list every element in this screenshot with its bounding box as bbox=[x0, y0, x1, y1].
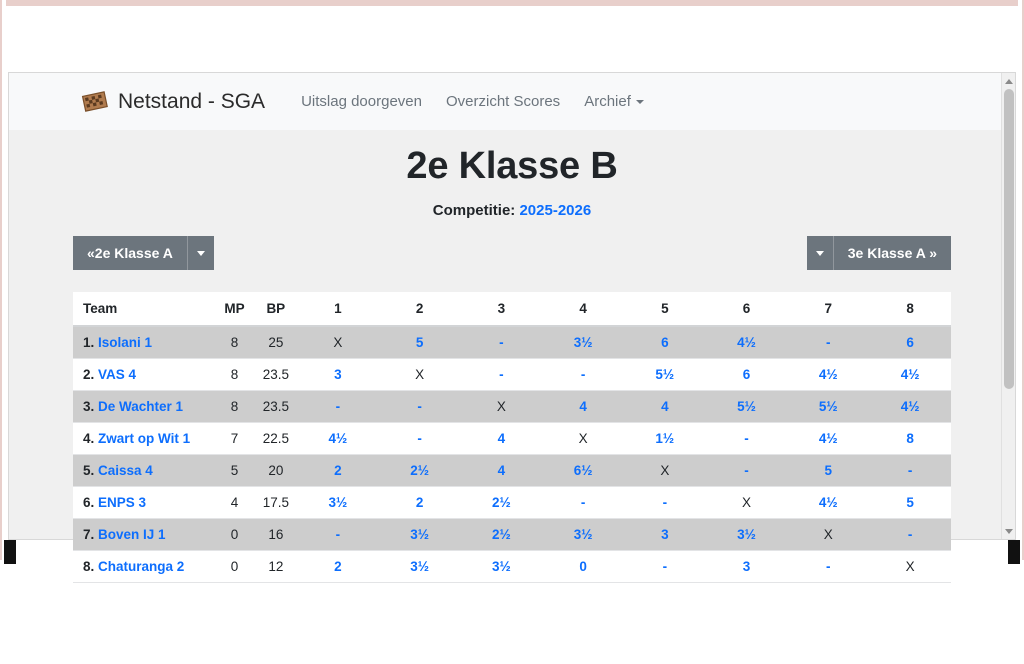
cell-score: X bbox=[624, 455, 706, 487]
nav-link-archief[interactable]: Archief bbox=[584, 93, 644, 110]
cell-mp: 5 bbox=[214, 455, 254, 487]
cell-score: X bbox=[460, 391, 542, 423]
table-row bbox=[73, 326, 951, 359]
cell-score[interactable] bbox=[542, 326, 624, 359]
table-row bbox=[73, 455, 951, 487]
vertical-scrollbar[interactable] bbox=[1001, 73, 1015, 539]
cell-bp: 25 bbox=[255, 326, 297, 359]
score-link[interactable]: 2½ bbox=[491, 527, 511, 542]
cell-bp: 17.5 bbox=[255, 487, 297, 519]
team-rank: 4. bbox=[83, 431, 99, 446]
cell-score[interactable] bbox=[706, 519, 788, 551]
navbar bbox=[9, 73, 1015, 131]
table-body bbox=[73, 326, 951, 583]
cell-score: X bbox=[297, 326, 379, 359]
team-rank: 1. bbox=[83, 335, 99, 350]
chevron-down-icon bbox=[816, 251, 824, 256]
table-header-row bbox=[73, 292, 951, 326]
cell-bp: 20 bbox=[255, 455, 297, 487]
score-link[interactable]: 3½ bbox=[410, 559, 429, 574]
score-link[interactable]: 4½ bbox=[818, 431, 838, 446]
cell-score: X bbox=[706, 487, 788, 519]
cell-score: X bbox=[542, 423, 624, 455]
col-header-5: 5 bbox=[624, 292, 706, 326]
score-link[interactable]: - bbox=[907, 527, 913, 542]
cell-score[interactable] bbox=[542, 487, 624, 519]
cell-mp: 8 bbox=[214, 326, 254, 359]
cell-score[interactable] bbox=[379, 519, 461, 551]
page-content bbox=[9, 145, 1015, 574]
score-link[interactable]: 4½ bbox=[818, 495, 838, 510]
cell-score[interactable] bbox=[869, 487, 951, 519]
col-header-7: 7 bbox=[787, 292, 869, 326]
col-header-1: 1 bbox=[297, 292, 379, 326]
cell-score: X bbox=[869, 551, 951, 583]
prev-class-group[interactable] bbox=[73, 236, 214, 270]
cell-score[interactable] bbox=[542, 359, 624, 391]
cell-score[interactable] bbox=[460, 326, 542, 359]
cell-score[interactable] bbox=[542, 551, 624, 583]
cell-score[interactable] bbox=[379, 326, 461, 359]
col-header-2: 2 bbox=[379, 292, 461, 326]
cell-score[interactable] bbox=[460, 487, 542, 519]
chevron-down-icon bbox=[197, 251, 205, 256]
scroll-up-arrow-icon[interactable] bbox=[1002, 74, 1016, 88]
cell-score[interactable] bbox=[379, 551, 461, 583]
cell-score[interactable] bbox=[869, 519, 951, 551]
cell-score: X bbox=[379, 359, 461, 391]
score-link[interactable]: 5 bbox=[415, 335, 424, 350]
cell-score[interactable] bbox=[297, 487, 379, 519]
scroll-down-arrow-icon[interactable] bbox=[1002, 524, 1016, 538]
score-link[interactable]: 2 bbox=[334, 559, 342, 574]
table-row bbox=[73, 551, 951, 583]
score-link[interactable]: 5 bbox=[824, 463, 833, 478]
cell-team bbox=[73, 551, 214, 583]
cell-score[interactable] bbox=[787, 359, 869, 391]
score-link[interactable]: 3½ bbox=[491, 559, 511, 574]
brand-label: Netstand - SGA bbox=[118, 89, 266, 113]
cell-score[interactable] bbox=[706, 423, 788, 455]
window-top-border bbox=[0, 0, 1024, 6]
cell-mp: 0 bbox=[214, 519, 254, 551]
cell-score[interactable] bbox=[297, 423, 379, 455]
cell-score[interactable] bbox=[297, 551, 379, 583]
score-link[interactable]: - bbox=[662, 495, 668, 510]
class-navigation bbox=[9, 236, 1015, 270]
next-class-dropdown-toggle[interactable] bbox=[807, 236, 834, 270]
col-header-bp: BP bbox=[255, 292, 297, 326]
cell-team bbox=[73, 359, 214, 391]
team-link[interactable]: De Wachter 1 bbox=[98, 399, 184, 414]
col-header-3: 3 bbox=[460, 292, 542, 326]
team-rank: 8. bbox=[83, 559, 99, 574]
team-link[interactable]: ENPS 3 bbox=[98, 495, 147, 510]
nav-link-uitslag-doorgeven[interactable]: Uitslag doorgeven bbox=[301, 93, 422, 110]
cell-score[interactable] bbox=[542, 391, 624, 423]
cell-score[interactable] bbox=[624, 487, 706, 519]
cell-score[interactable] bbox=[787, 423, 869, 455]
team-rank: 2. bbox=[83, 367, 99, 382]
competition-label: Competitie: bbox=[432, 202, 516, 219]
score-link[interactable]: - bbox=[335, 527, 341, 542]
cell-score[interactable] bbox=[379, 423, 461, 455]
cell-score[interactable] bbox=[379, 487, 461, 519]
cell-team bbox=[73, 455, 214, 487]
score-link[interactable]: 2½ bbox=[410, 463, 429, 478]
score-link[interactable]: 2 bbox=[415, 495, 424, 510]
score-link[interactable]: - bbox=[907, 463, 913, 478]
table-row bbox=[73, 519, 951, 551]
score-link[interactable]: 6 bbox=[661, 335, 669, 350]
score-link[interactable]: 4½ bbox=[900, 399, 920, 414]
col-header-4: 4 bbox=[542, 292, 624, 326]
cell-score[interactable] bbox=[624, 519, 706, 551]
cell-bp: 23.5 bbox=[255, 391, 297, 423]
competition-line bbox=[9, 202, 1015, 219]
cell-score[interactable] bbox=[624, 423, 706, 455]
cell-score[interactable] bbox=[624, 326, 706, 359]
score-link[interactable]: 4 bbox=[497, 431, 506, 446]
score-link[interactable]: 3½ bbox=[410, 527, 429, 542]
cell-score[interactable] bbox=[624, 359, 706, 391]
score-link[interactable]: 3½ bbox=[737, 527, 756, 542]
score-link[interactable]: 2½ bbox=[491, 495, 511, 510]
col-header-team: Team bbox=[73, 292, 214, 326]
score-link[interactable]: 3 bbox=[661, 527, 669, 542]
cell-bp: 12 bbox=[255, 551, 297, 583]
cell-score[interactable] bbox=[460, 551, 542, 583]
cell-score[interactable] bbox=[706, 391, 788, 423]
browser-viewport bbox=[8, 72, 1016, 574]
cell-score[interactable] bbox=[869, 391, 951, 423]
prev-class-dropdown-toggle[interactable] bbox=[187, 236, 214, 270]
score-link[interactable]: - bbox=[417, 431, 422, 446]
cell-score[interactable] bbox=[297, 455, 379, 487]
cell-score[interactable] bbox=[706, 326, 788, 359]
cell-score[interactable] bbox=[460, 519, 542, 551]
team-link[interactable]: VAS 4 bbox=[98, 367, 137, 382]
score-link[interactable]: 2 bbox=[334, 463, 342, 478]
score-link[interactable]: 3 bbox=[334, 367, 342, 382]
cell-team bbox=[73, 519, 214, 551]
table-row bbox=[73, 423, 951, 455]
score-link[interactable]: 4½ bbox=[737, 335, 756, 350]
cell-score[interactable] bbox=[297, 519, 379, 551]
team-link[interactable]: Zwart op Wit 1 bbox=[98, 431, 191, 446]
cell-score[interactable] bbox=[869, 455, 951, 487]
score-link[interactable]: 5½ bbox=[655, 367, 675, 382]
score-link[interactable]: - bbox=[744, 463, 749, 478]
score-link[interactable]: - bbox=[826, 335, 831, 350]
score-link[interactable]: 4 bbox=[579, 399, 587, 414]
score-link[interactable]: 3 bbox=[742, 559, 751, 574]
cell-score[interactable] bbox=[297, 391, 379, 423]
score-link[interactable]: 4½ bbox=[328, 431, 348, 446]
scrollbar-thumb[interactable] bbox=[1004, 89, 1014, 389]
cell-score[interactable] bbox=[787, 551, 869, 583]
cell-bp: 23.5 bbox=[255, 359, 297, 391]
score-link[interactable]: 3½ bbox=[573, 527, 593, 542]
col-header-8: 8 bbox=[869, 292, 951, 326]
team-rank: 7. bbox=[83, 527, 99, 542]
table-row bbox=[73, 391, 951, 423]
cell-score[interactable] bbox=[624, 551, 706, 583]
cell-score[interactable] bbox=[379, 455, 461, 487]
cell-team bbox=[73, 487, 214, 519]
table-row bbox=[73, 487, 951, 519]
score-link[interactable]: 4 bbox=[661, 399, 669, 414]
cell-score[interactable] bbox=[379, 391, 461, 423]
table-head bbox=[73, 292, 951, 326]
cell-bp: 16 bbox=[255, 519, 297, 551]
cell-score[interactable] bbox=[869, 423, 951, 455]
cell-score: X bbox=[787, 519, 869, 551]
score-link[interactable]: - bbox=[580, 367, 586, 382]
score-link[interactable]: 6 bbox=[906, 335, 914, 350]
cell-score[interactable] bbox=[706, 359, 788, 391]
cell-bp: 22.5 bbox=[255, 423, 297, 455]
cell-mp: 4 bbox=[214, 487, 254, 519]
score-link[interactable]: 6½ bbox=[573, 463, 593, 478]
team-rank: 3. bbox=[83, 399, 99, 414]
score-link[interactable]: - bbox=[580, 495, 586, 510]
table-row bbox=[73, 359, 951, 391]
team-rank: 6. bbox=[83, 495, 99, 510]
score-link[interactable]: 6 bbox=[742, 367, 751, 382]
cell-score[interactable] bbox=[542, 519, 624, 551]
score-link[interactable]: 4½ bbox=[900, 367, 920, 382]
chessboard-icon bbox=[81, 91, 109, 113]
prev-class-button[interactable]: «2e Klasse A bbox=[73, 236, 187, 270]
score-link[interactable]: - bbox=[499, 335, 504, 350]
score-link[interactable]: 5½ bbox=[737, 399, 756, 414]
brand[interactable] bbox=[81, 90, 265, 114]
score-link[interactable]: 0 bbox=[579, 559, 587, 574]
score-link[interactable]: - bbox=[744, 431, 749, 446]
score-link[interactable]: - bbox=[826, 559, 831, 574]
score-link[interactable]: 5½ bbox=[818, 399, 838, 414]
cell-score[interactable] bbox=[297, 359, 379, 391]
score-link[interactable]: 1½ bbox=[655, 431, 675, 446]
competition-season-link[interactable]: 2025-2026 bbox=[519, 202, 592, 219]
window-right-border bbox=[1018, 0, 1024, 560]
score-link[interactable]: - bbox=[335, 399, 341, 414]
cell-score[interactable] bbox=[624, 391, 706, 423]
score-link[interactable]: 4 bbox=[497, 463, 506, 478]
score-link[interactable]: 3½ bbox=[573, 335, 593, 350]
score-link[interactable]: 5 bbox=[906, 495, 914, 510]
nav-link-overzicht-scores[interactable]: Overzicht Scores bbox=[445, 93, 561, 110]
score-link[interactable]: 3½ bbox=[328, 495, 348, 510]
team-link[interactable]: Isolani 1 bbox=[98, 335, 153, 350]
next-class-button[interactable]: 3e Klasse A » bbox=[834, 236, 951, 270]
team-rank: 5. bbox=[83, 463, 99, 478]
cell-score[interactable] bbox=[542, 455, 624, 487]
score-link[interactable]: 4½ bbox=[818, 367, 838, 382]
cell-mp: 8 bbox=[214, 391, 254, 423]
score-link[interactable]: - bbox=[499, 367, 504, 382]
team-link[interactable]: Caissa 4 bbox=[98, 463, 153, 478]
page-title: 2e Klasse B bbox=[406, 145, 618, 187]
score-link[interactable]: 8 bbox=[906, 431, 914, 446]
standings-table-wrap bbox=[73, 292, 951, 583]
cell-score[interactable] bbox=[787, 391, 869, 423]
cell-score[interactable] bbox=[869, 326, 951, 359]
score-link[interactable]: - bbox=[417, 399, 422, 414]
cell-mp: 7 bbox=[214, 423, 254, 455]
cell-score[interactable] bbox=[787, 326, 869, 359]
standings-table bbox=[73, 292, 951, 583]
cell-score[interactable] bbox=[460, 455, 542, 487]
score-link[interactable]: - bbox=[662, 559, 668, 574]
cell-score[interactable] bbox=[869, 359, 951, 391]
cell-score[interactable] bbox=[460, 359, 542, 391]
cell-team bbox=[73, 423, 214, 455]
cell-score[interactable] bbox=[460, 423, 542, 455]
cell-score[interactable] bbox=[787, 487, 869, 519]
cell-team bbox=[73, 326, 214, 359]
cell-mp: 8 bbox=[214, 359, 254, 391]
cell-score[interactable] bbox=[706, 455, 788, 487]
cell-score[interactable] bbox=[706, 551, 788, 583]
col-header-6: 6 bbox=[706, 292, 788, 326]
next-class-group[interactable] bbox=[807, 236, 951, 270]
cell-mp: 0 bbox=[214, 551, 254, 583]
window-left-border bbox=[0, 0, 6, 560]
cell-team bbox=[73, 391, 214, 423]
team-link[interactable]: Boven IJ 1 bbox=[98, 527, 166, 542]
col-header-mp: MP bbox=[214, 292, 254, 326]
team-link[interactable]: Chaturanga 2 bbox=[98, 559, 185, 574]
cell-score[interactable] bbox=[787, 455, 869, 487]
